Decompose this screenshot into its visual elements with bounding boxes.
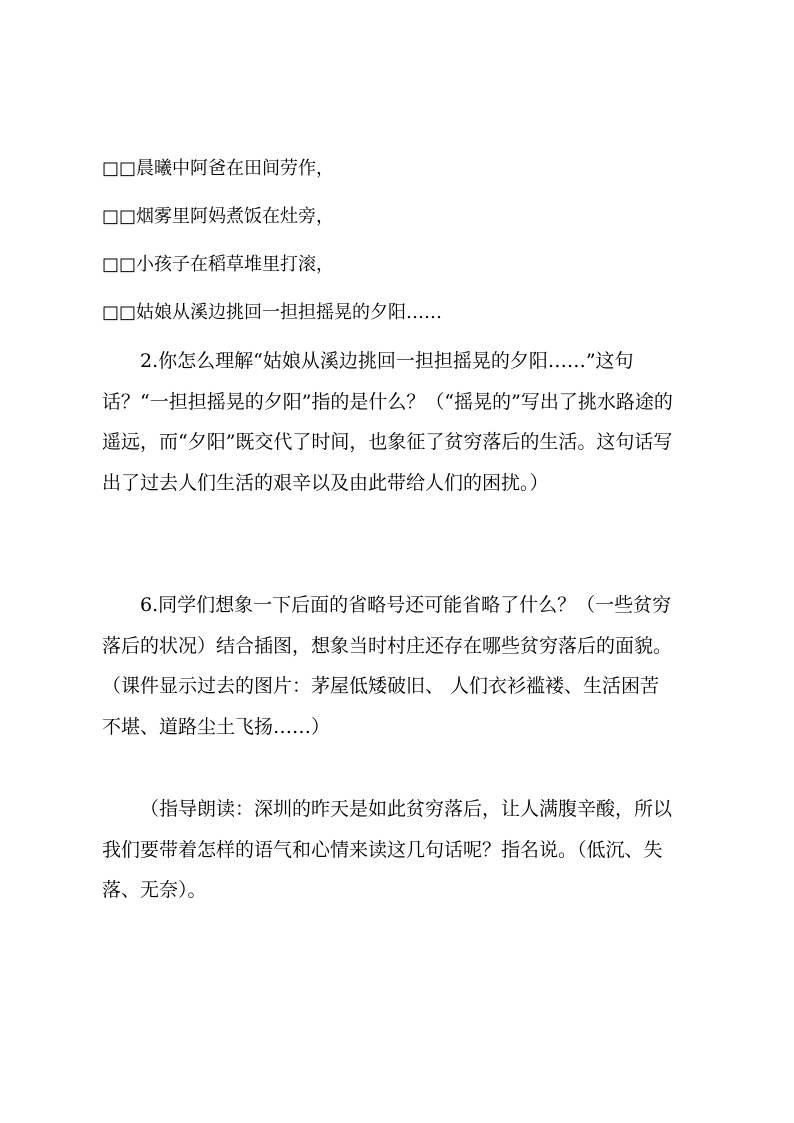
question-paragraph-6: 6.同学们想象一下后面的省略号还可能省略了什么？（一些贫穷落后的状况）结合插图，想象当时村庄还存在哪些贫穷落后的面貌。（课件显示过去的图片：茅屋低矮破旧、 人们衣衫褴褛、生活困苦不堪、道路尘土飞扬……） xyxy=(102,594,673,738)
poem-line-2: □□烟雾里阿妈煮饭在灶旁， xyxy=(102,206,335,227)
question-paragraph-2: 2.你怎么理解“姑娘从溪边挑回一担担摇晃的夕阳……”这句话？“一担担摇晃的夕阳”指的是什么？（“摇晃的”写出了挑水路途的遥远，而“夕阳”既交代了时间，也象征了贫穷落后的生活。这句话写出了过去人们生活的艰辛以及由此带给人们的困扰。） xyxy=(102,350,673,494)
poem-line-4: □□姑娘从溪边挑回一担担摇晃的夕阳…… xyxy=(102,302,443,323)
reading-guidance-paragraph: （指导朗读：深圳的昨天是如此贫穷落后，让人满腹辛酸，所以我们要带着怎样的语气和心情来读这几句话呢？指名说。（低沉、失落、无奈）。 xyxy=(102,798,673,901)
poem-line-1: □□晨曦中阿爸在田间劳作， xyxy=(102,158,335,179)
poem-block xyxy=(102,145,702,337)
poem-line-3: □□小孩子在稻草堆里打滚， xyxy=(102,254,335,275)
